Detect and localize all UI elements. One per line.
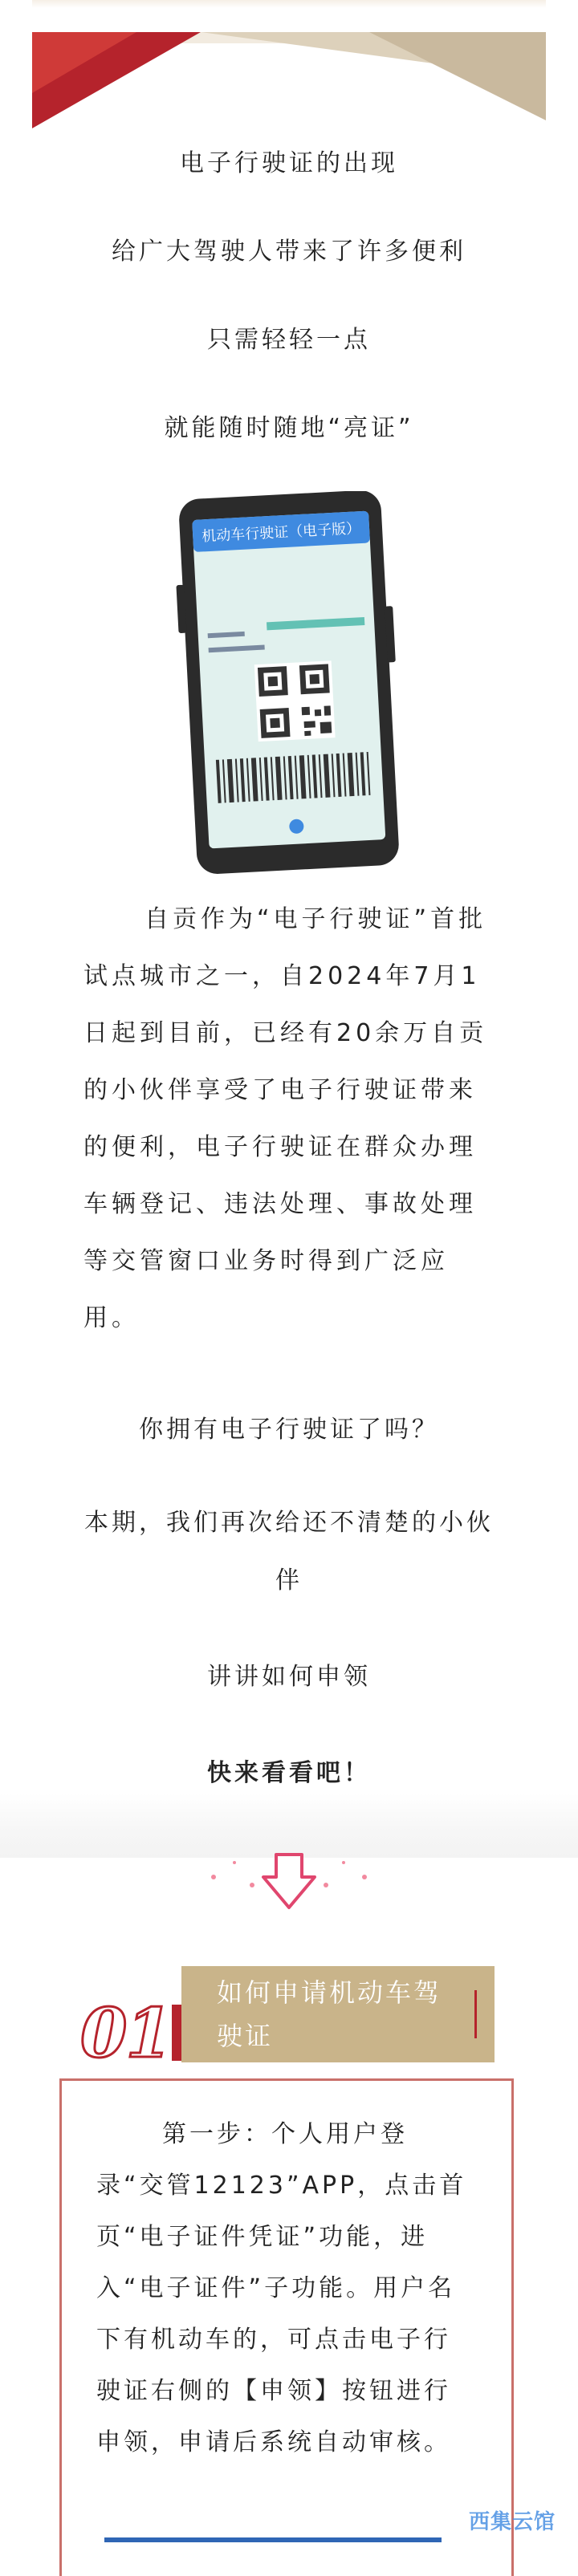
section-title: 如何申请机动车驾驶证: [217, 1977, 442, 2051]
section-title-accent: [474, 1990, 477, 2038]
intro-line-4: 就能随时随地“亮证”: [164, 414, 414, 442]
body-line-c: 快来看看吧！: [207, 1759, 371, 1787]
body-line-a2: 伴: [275, 1566, 303, 1595]
body-paragraph: 自贡作为“电子行驶证”首批试点城市之一，自2024年7月1日起到目前，已经有20余万自贡的小伙伴享受了电子行驶证带来的便利，电子行驶证在群众办理车辆登记、违法处理、事故处理等交管窗口业务时得到广泛应用。: [83, 905, 488, 1332]
phone-screen-title: 机动车行驶证（电子版）: [201, 520, 361, 546]
step-text: 第一步：个人用户登录“交管12123”APP，点击首页“电子证件凭证”功能，进入“电子证件”子功能。用户名下有机动车的，可点击电子行驶证右侧的【申领】按钮进行申领，申请后系统自动审核。: [96, 2120, 467, 2456]
intro-line-1: 电子行驶证的出现: [180, 149, 398, 177]
section-divider: [0, 1794, 578, 1858]
down-arrow-icon: [202, 1850, 376, 1914]
qr-code-icon: [254, 660, 336, 742]
intro-line-3: 只需轻轻一点: [207, 326, 371, 354]
phone-illustration: [173, 491, 405, 875]
step-underline: [104, 2537, 442, 2542]
section-accent-bar: [172, 2005, 181, 2061]
body-line-a1: 本期，我们再次给还不清楚的小伙: [84, 1509, 494, 1537]
top-strip: [32, 0, 546, 8]
header-banner: [32, 32, 546, 136]
body-line-b: 讲讲如何申领: [207, 1663, 371, 1691]
section-number: 01: [80, 1993, 171, 2073]
question-line: 你拥有电子行驶证了吗？: [139, 1416, 439, 1444]
intro-line-2: 给广大驾驶人带来了许多便利: [112, 238, 466, 266]
watermark: 西集云馆: [469, 2510, 556, 2534]
section-title-box: [181, 1966, 495, 2062]
